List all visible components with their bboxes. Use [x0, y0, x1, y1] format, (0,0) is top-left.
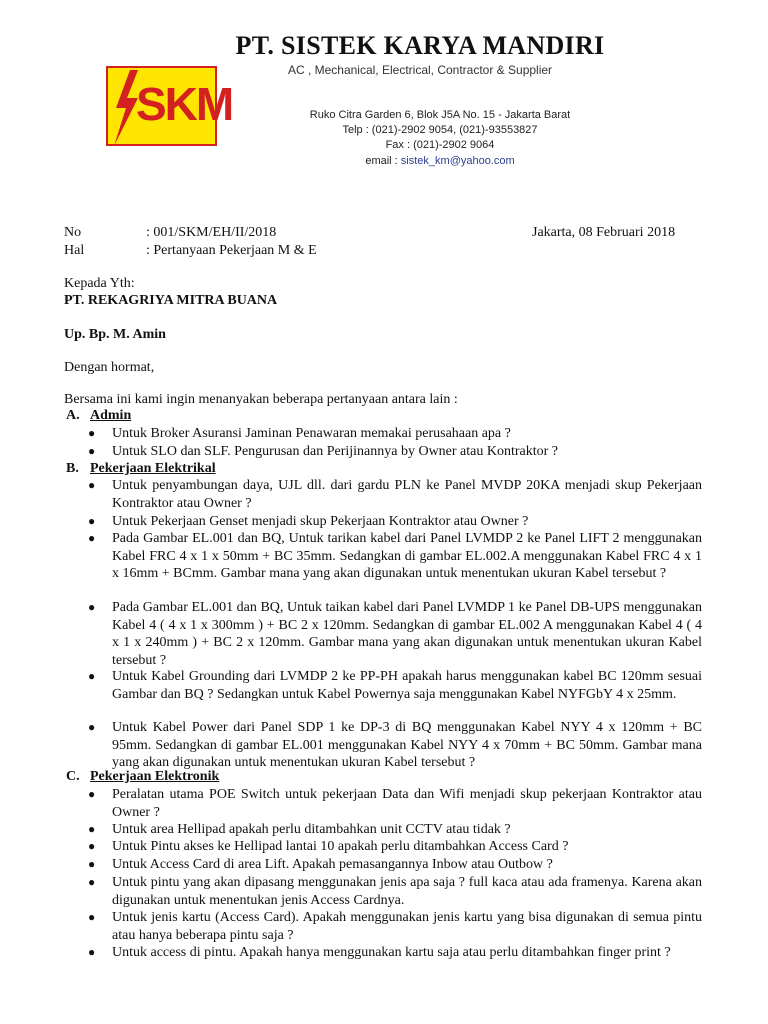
company-name: PT. SISTEK KARYA MANDIRI [235, 31, 605, 60]
list-item: ● Untuk Broker Asuransi Jaminan Penawaran memakai perusahaan apa ? [88, 426, 511, 441]
bullet-icon: ● [88, 839, 96, 853]
bullet-icon: ● [88, 531, 96, 545]
bullet-icon: ● [88, 669, 96, 683]
email-label: email : [365, 155, 401, 167]
list-item: ● Untuk Access Card di area Lift. Apakah pemasangannya Inbow atau Outbow ? [88, 857, 553, 872]
list-item: ● Untuk pintu yang akan dipasang menggunakan jenis apa saja ? full kaca atau ada framenya. Karena akan digunakan untuk menentukan jenis Access Cardnya. [88, 875, 702, 908]
no-value: : 001/SKM/EH/II/2018 [146, 225, 277, 240]
section-title: Admin [90, 408, 132, 423]
section-c-heading [66, 768, 219, 786]
section-title: Pekerjaan Elektronik [90, 769, 220, 784]
bullet-icon: ● [88, 444, 96, 458]
company-tagline: AC , Mechanical, Electrical, Contractor & Supplier [287, 63, 553, 77]
section-title: Pekerjaan Elektrikal [90, 461, 216, 476]
section-b-heading [66, 460, 216, 478]
list-item: ● Pada Gambar EL.001 dan BQ, Untuk taikan kabel dari Panel LVMDP 1 ke Panel DB-UPS menggunakan Kabel 4 ( 4 x 1 x 300mm ) + BC 2 x 120mm. Sedangkan di gambar EL.002 A menggunakan Kabel 4 ( 4 x 1 x 240mm ) + BC 2 x 120mm. Gambar mana yang akan digunakan untuk menentukan ukuran Kabel tersebut ? [88, 600, 702, 668]
intro: Bersama ini kami ingin menanyakan beberapa pertanyaan antara lain : [64, 392, 458, 407]
recipient-kepada: Kepada Yth: [64, 276, 135, 291]
bullet-icon: ● [88, 787, 96, 801]
letter-date: Jakarta, 08 Februari 2018 [532, 225, 676, 240]
bullet-icon: ● [88, 426, 96, 440]
list-item: ● Untuk SLO dan SLF. Pengurusan dan Perijinannya by Owner atau Kontraktor ? [88, 444, 559, 459]
hal-label: Hal [64, 243, 85, 258]
list-item: ● Untuk penyambungan daya, UJL dll. dari gardu PLN ke Panel MVDP 20KA menjadi skup Pekerjaan Kontraktor atau Owner ? [88, 478, 702, 511]
list-item: ● Pada Gambar EL.001 dan BQ, Untuk tarikan kabel dari Panel LVMDP 2 ke Panel LIFT 2 menggunakan Kabel FRC 4 x 1 x 50mm + BC 35mm. Sedangkan di gambar EL.002.A menggunakan Kabel FRC 4 x 1 x 16mm + BCmm. Gambar mana yang akan digunakan untuk menentukan ukuran Kabel tersebut ? [88, 531, 702, 581]
section-a-heading [66, 407, 131, 425]
email-address: sistek_km@yahoo.com [400, 155, 515, 167]
list-item: ● Untuk access di pintu. Apakah hanya menggunakan kartu saja atau perlu ditambahkan finger print ? [88, 945, 671, 960]
list-item: ● Untuk jenis kartu (Access Card). Apakah menggunakan jenis kartu yang bisa digunakan di semua pintu atau hanya beberapa pintu saja ? [88, 910, 702, 943]
company-telp: Telp : (021)-2902 9054, (021)-93553827 [342, 124, 538, 136]
bullet-icon: ● [88, 875, 96, 889]
no-label: No [64, 225, 82, 240]
list-item: ● Untuk Kabel Power dari Panel SDP 1 ke DP-3 di BQ menggunakan Kabel NYY 4 x 120mm + BC 95mm. Sedangkan di gambar EL.001 menggunakan Kabel NYY 4 x 70mm + BC 50mm. Gambar mana yang akan digunakan untuk menentukan ukuran Kabel tersebut ? [88, 720, 702, 770]
recipient-up: Up. Bp. M. Amin [64, 327, 166, 342]
list-item: ● Untuk Kabel Grounding dari LVMDP 2 ke PP-PH apakah harus menggunakan kabel BC 120mm sesuai Gambar dan BQ ? Sedangkan untuk Kabel Powernya saja menggunakan Kabel NYFGbY 4 x 25mm. [88, 669, 702, 702]
bullet-icon: ● [88, 857, 96, 871]
bullet-icon: ● [88, 600, 96, 614]
list-item: ● Untuk area Hellipad apakah perlu ditambahkan unit CCTV atau tidak ? [88, 822, 511, 837]
bullet-icon: ● [88, 822, 96, 836]
bullet-icon: ● [88, 945, 96, 959]
company-address: Ruko Citra Garden 6, Blok J5A No. 15 - Jakarta Barat [309, 109, 571, 121]
bullet-icon: ● [88, 478, 96, 492]
bullet-icon: ● [88, 720, 96, 734]
recipient-company: PT. REKAGRIYA MITRA BUANA [64, 293, 278, 308]
logo-text: SKM [136, 78, 233, 130]
bullet-icon: ● [88, 514, 96, 528]
greeting: Dengan hormat, [64, 360, 155, 375]
company-fax: Fax : (021)-2902 9064 [385, 139, 495, 151]
bullet-icon: ● [88, 910, 96, 924]
list-item: ● Untuk Pekerjaan Genset menjadi skup Pekerjaan Kontraktor atau Owner ? [88, 514, 529, 529]
section-letter: C. [66, 769, 80, 784]
list-item: ● Untuk Pintu akses ke Hellipad lantai 10 apakah perlu ditambahkan Access Card ? [88, 839, 569, 854]
hal-value: : Pertanyaan Pekerjaan M & E [146, 243, 317, 258]
list-item: ● Peralatan utama POE Switch untuk pekerjaan Data dan Wifi menjadi skup pekerjaan Kontraktor atau Owner ? [88, 787, 702, 820]
section-letter: B. [66, 461, 79, 476]
company-email-line [290, 153, 590, 169]
company-logo [106, 66, 233, 146]
section-letter: A. [66, 408, 80, 423]
